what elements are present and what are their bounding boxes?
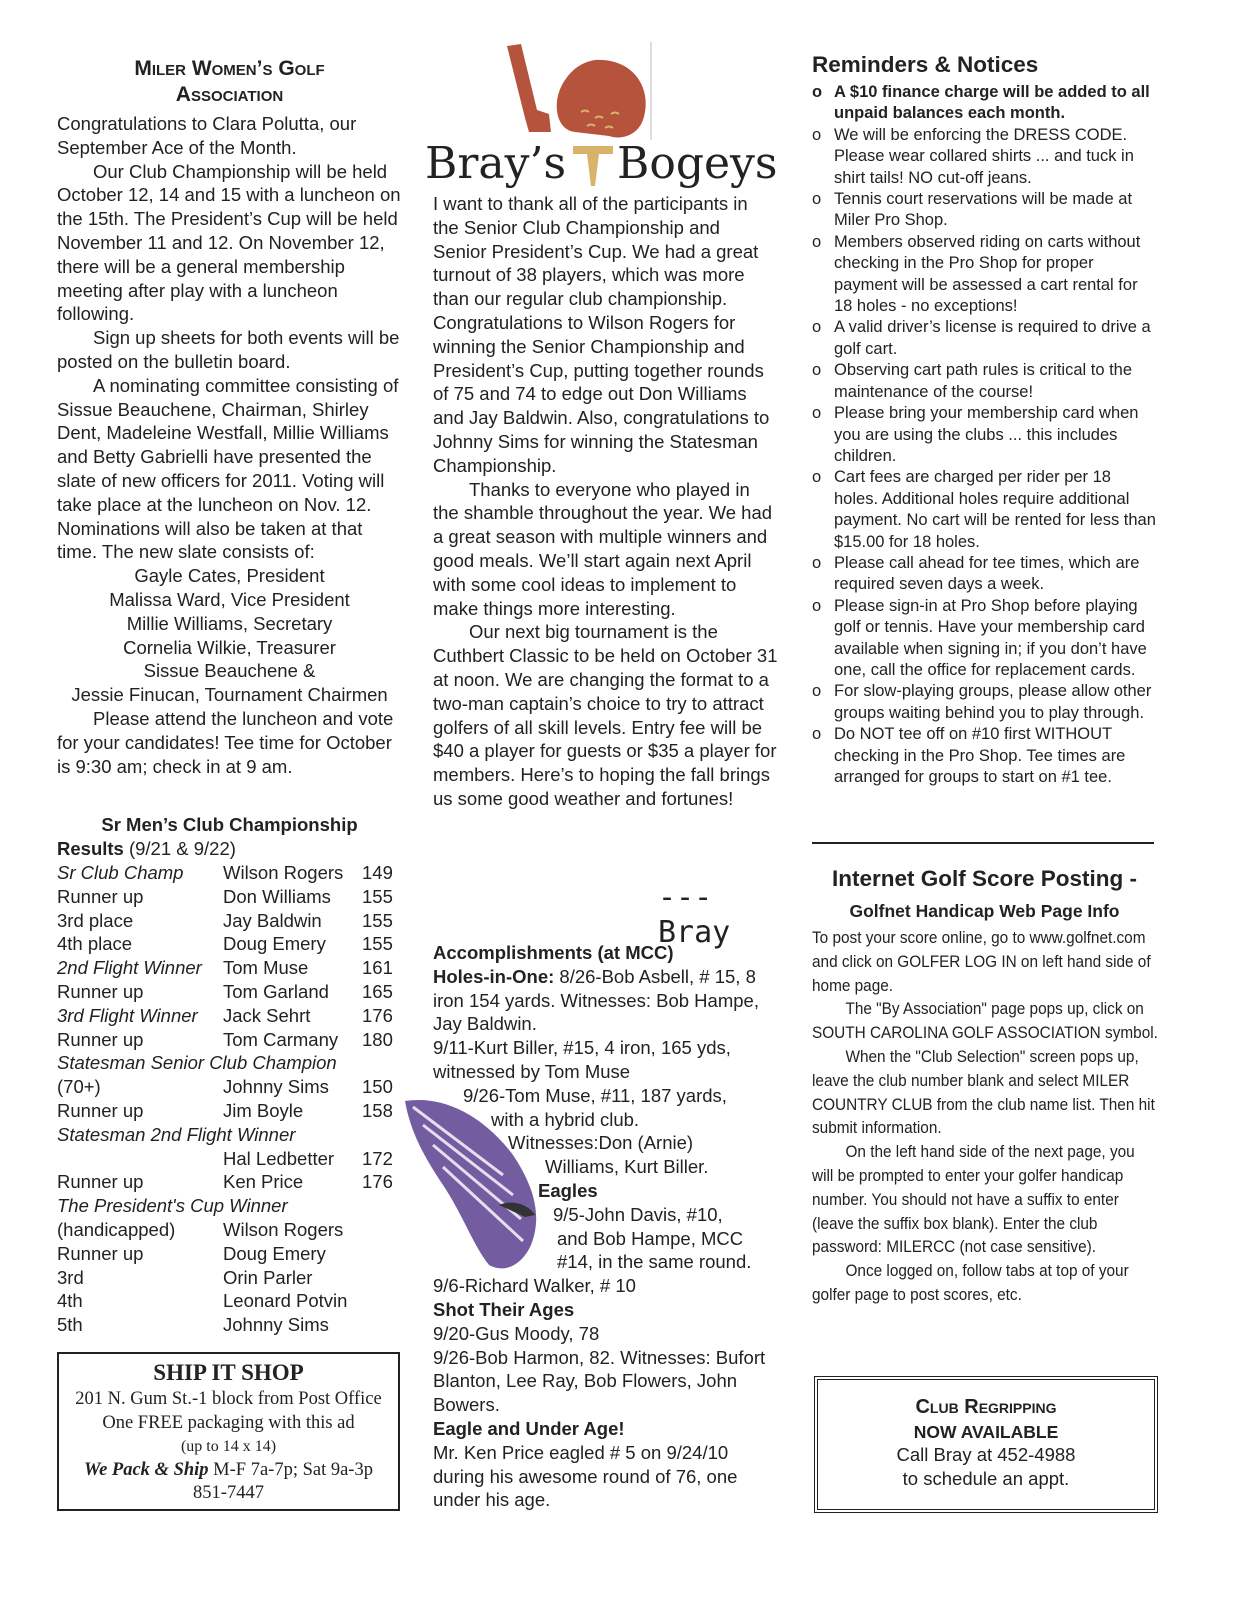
internet-paragraph: When the "Club Selection" screen pops up, leave the club number blank and select MILER COUNTRY CLUB from the club name list. Then hit submit information. <box>812 1047 1155 1138</box>
reminder-item <box>812 596 1157 682</box>
reminder-text: Observing cart path rules is critical to the maintenance of the course! <box>834 361 1133 401</box>
results-place: (handicapped) <box>57 1218 176 1240</box>
results-place: Runner up <box>57 1099 144 1121</box>
ages-entry: 9/20-Gus Moody, 78 <box>433 1322 600 1344</box>
results-row <box>57 1242 402 1266</box>
results-place: 4th <box>57 1290 83 1312</box>
reminder-text: Please call ahead for tee times, which are required seven days a week. <box>834 553 1140 594</box>
results-player: Wilson Rogers <box>223 1218 344 1240</box>
bullet-icon: o <box>812 83 823 101</box>
logo-text-left: Bray’s <box>425 138 567 189</box>
bray-paragraph: Thanks to everyone who played in the shamble throughout the year. We had a great season with multiple winners and good meals. We’ll start again next April with some cool ideas to implement to make things more interesting. <box>433 478 773 619</box>
results-row <box>57 1313 402 1337</box>
results-player: Johnny Sims <box>223 1076 329 1098</box>
reminder-text: We will be enforcing the DRESS CODE. Please wear collared shirts ... and tuck in shirt tails! NO cut-off jeans. <box>834 125 1134 187</box>
results-row <box>57 1194 402 1218</box>
results-player: Tom Carmany <box>223 1028 339 1050</box>
officer-slate <box>57 564 402 707</box>
internet-posting-subtitle: Golfnet Handicap Web Page Info <box>849 901 1120 921</box>
reminder-item <box>812 360 1157 403</box>
hio-entry: 9/11-Kurt Biller, #15, 4 iron, 165 yds, witnessed by Tom Muse <box>433 1037 731 1082</box>
under-age-label: Eagle and Under Age! <box>433 1417 625 1439</box>
bullet-icon: o <box>812 596 822 615</box>
results-score: 180 <box>362 1028 393 1050</box>
results-player: Ken Price <box>223 1171 304 1193</box>
hio-text: 8/26-Bob Asbell, # 15, 8 iron 154 yards. Witnesses: Bob Hampe, Jay Baldwin. <box>433 965 759 1035</box>
eagle-entry: 9/6-Richard Walker, # 10 <box>433 1275 636 1297</box>
results-score: 155 <box>362 909 393 931</box>
section-divider <box>812 842 1154 844</box>
bray-article <box>433 192 778 811</box>
results-row <box>57 1051 402 1075</box>
internet-paragraph: To post your score online, go to www.golfnet.com and click on GOLFER LOG IN on left hand side of home page. <box>812 929 1151 995</box>
results-score: 176 <box>362 1004 393 1026</box>
results-category: Statesman 2nd Flight Winner <box>57 1123 296 1145</box>
results-place: Runner up <box>57 980 144 1002</box>
accomplishments <box>433 941 778 1512</box>
results-place <box>57 1147 223 1171</box>
results-place: Runner up <box>57 1028 144 1050</box>
ship-hours <box>59 1459 398 1483</box>
bray-signature: ---Bray <box>658 880 731 950</box>
results-player: Orin Parler <box>223 1266 313 1288</box>
hio-entry: Witnesses:Don (Arnie) <box>508 1132 694 1154</box>
ages-entry: 9/26-Bob Harmon, 82. Witnesses: Bufort Blanton, Lee Ray, Bob Flowers, John Bowers. <box>433 1346 766 1416</box>
results-row <box>57 1147 402 1171</box>
reminders-list <box>812 82 1157 788</box>
results-category: The President's Cup Winner <box>57 1195 288 1217</box>
internet-posting-title: Internet Golf Score Posting - <box>831 866 1138 891</box>
results-score: 155 <box>362 885 393 907</box>
ship-title: SHIP IT SHOP <box>153 1360 304 1385</box>
results-row <box>57 1266 402 1290</box>
bullet-icon: o <box>812 553 822 572</box>
eagle-entry: 9/5-John Davis, #10, <box>553 1203 723 1225</box>
internet-paragraph: On the left hand side of the next page, you will be prompted to enter your golfer handicap number. You should not have a suffix to enter (leave the suffix box blank). Enter the club password: MILERCC (not case sensitive). <box>812 1143 1135 1257</box>
results-row <box>57 932 402 956</box>
results-label: Results <box>57 838 124 859</box>
results-table <box>57 861 402 1337</box>
bullet-icon: o <box>812 682 822 701</box>
reminders-title: Reminders & Notices <box>812 52 1039 77</box>
miler-womens-golf-heading <box>57 56 402 108</box>
results-player: Jim Boyle <box>223 1099 304 1121</box>
under-age-text: Mr. Ken Price eagled # 5 on 9/24/10 during his awesome round of 76, one under his age. <box>433 1441 738 1511</box>
ages-label: Shot Their Ages <box>433 1298 575 1320</box>
results-score: 149 <box>362 862 393 883</box>
reminder-item <box>812 82 1157 125</box>
regrip-title: Club Regripping <box>915 1396 1057 1418</box>
results-row <box>57 861 402 885</box>
reminder-text: Please sign-in at Pro Shop before playing golf or tennis. Have your membership card available when signing in; if you don’t have one, call the office for replacement cards. <box>834 596 1147 679</box>
slate-item: Sissue Beauchene & <box>143 660 316 682</box>
bullet-icon: o <box>812 190 822 209</box>
bullet-icon: o <box>812 725 822 744</box>
reminder-text: A valid driver’s license is required to drive a golf cart. <box>834 318 1151 358</box>
accomplishments-title: Accomplishments (at MCC) <box>433 942 674 963</box>
bray-paragraph: Our next big tournament is the Cuthbert Classic to be held on October 31 at noon. We are changing the format to a two-man captain’s choice to try to attract golfers of all skill levels. Entry fee will be $40 a player for guests or $35 a player for members. Here’s to hoping the fall brings us some good weather and fortunes! <box>433 621 778 809</box>
results-player: Johnny Sims <box>223 1314 329 1336</box>
results-player: Wilson Rogers <box>223 862 344 883</box>
results-place: 3rd Flight Winner <box>57 1004 198 1026</box>
reminder-item <box>812 232 1157 318</box>
results-player: Leonard Potvin <box>223 1290 348 1312</box>
reminder-text: Please bring your membership card when you are using the clubs ... this includes children. <box>834 404 1139 465</box>
sr-mens-results <box>57 813 402 1337</box>
results-score: 161 <box>362 957 393 979</box>
results-row <box>57 980 402 1004</box>
regrip-schedule: to schedule an appt. <box>902 1468 1070 1489</box>
miler-paragraph: Please attend the luncheon and vote for your candidates! Tee time for October is 9:30 am; check in at 9 am. <box>57 707 394 777</box>
results-place: 5th <box>57 1314 83 1336</box>
results-row <box>57 1123 402 1147</box>
results-row <box>57 1170 402 1194</box>
results-place: Runner up <box>57 885 144 907</box>
miler-article <box>57 112 402 778</box>
slate-item: Millie Williams, Secretary <box>126 612 333 634</box>
results-place: Runner up <box>57 1171 144 1193</box>
slate-item: Cornelia Wilkie, Treasurer <box>123 636 336 658</box>
bullet-icon: o <box>812 404 822 423</box>
miler-paragraph: Sign up sheets for both events will be posted on the bulletin board. <box>57 327 400 372</box>
results-row <box>57 885 402 909</box>
brays-bogeys-logo <box>425 40 780 190</box>
results-player: Don Williams <box>223 885 331 907</box>
ship-size: (up to 14 x 14) <box>180 1438 277 1455</box>
results-score <box>362 1242 402 1266</box>
golf-club-shape <box>507 44 551 132</box>
logo-text-right: Bogeys <box>617 138 778 189</box>
ship-phone: 851-7447 <box>193 1483 264 1503</box>
eagle-entry: and Bob Hampe, MCC <box>557 1227 744 1249</box>
reminder-item <box>812 553 1157 596</box>
reminder-text: Tennis court reservations will be made at Miler Pro Shop. <box>834 190 1133 230</box>
reminder-text: A $10 finance charge will be added to all unpaid balances each month. <box>834 83 1150 123</box>
results-score <box>362 1289 402 1313</box>
results-row <box>57 1028 402 1052</box>
results-player: Tom Garland <box>223 980 329 1002</box>
hio-label: Holes-in-One: <box>433 965 555 987</box>
bray-paragraph: I want to thank all of the participants in the Senior Club Championship and Senior President’s Cup. We had a great turnout of 38 players, which was more than our regular club championship. Congratulations to Wilson Rogers for winning the Senior Championship and President’s Cup, putting together rounds of 75 and 74 to edge out Don Williams and Jay Baldwin. Also, congratulations to Johnny Sims for winning the Statesman Championship. <box>433 193 770 476</box>
results-score: 158 <box>362 1099 393 1121</box>
ship-hours-text: M-F 7a-7p; Sat 9a-3p <box>208 1459 373 1480</box>
results-place: Sr Club Champ <box>57 862 184 883</box>
miler-title-line2: Association <box>175 83 284 106</box>
miler-paragraph: Our Club Championship will be held October 12, 14 and 15 with a luncheon on the 15th. The President’s Cup will be held November 11 and 12. On November 12, there will be a general membership meeting after play with a luncheon following. <box>57 160 401 325</box>
reminder-text: Members observed riding on carts without checking in the Pro Shop for proper payment will be assessed a cart rental for 18 holes - no exceptions! <box>834 232 1141 316</box>
results-dates: (9/21 & 9/22) <box>123 838 236 859</box>
results-player: Jack Sehrt <box>223 1004 311 1026</box>
results-place: Runner up <box>57 1242 144 1264</box>
results-category: Statesman Senior Club Champion <box>57 1052 337 1074</box>
miler-title-line1: Miler Women’s Golf <box>134 57 325 80</box>
results-place: 3rd <box>57 1266 84 1288</box>
results-place: (70+) <box>57 1076 101 1098</box>
eagle-entry: #14, in the same round. <box>557 1251 752 1273</box>
ship-it-shop-ad <box>57 1352 400 1511</box>
results-score: 165 <box>362 980 393 1002</box>
hio-entry: with a hybrid club. <box>491 1108 640 1130</box>
results-score <box>362 1218 402 1242</box>
hio-entry <box>433 965 778 1036</box>
results-score: 176 <box>362 1171 393 1193</box>
reminder-item <box>812 467 1157 553</box>
bullet-icon: o <box>812 318 822 337</box>
reminder-text: For slow-playing groups, please allow other groups waiting behind you to play through. <box>834 682 1152 722</box>
results-player: Tom Muse <box>223 957 309 979</box>
results-row <box>57 909 402 933</box>
bullet-icon: o <box>812 361 822 380</box>
reminder-text: Do NOT tee off on #10 first WITHOUT checking in the Pro Shop. Tee times are arranged for groups to start on #1 tee. <box>834 725 1126 786</box>
results-row <box>57 956 402 980</box>
miler-paragraph: Congratulations to Clara Polutta, our September Ace of the Month. <box>57 113 357 158</box>
results-row <box>57 1004 402 1028</box>
results-score <box>362 1313 402 1337</box>
results-player: Hal Ledbetter <box>223 1147 335 1169</box>
results-player: Doug Emery <box>223 1242 326 1264</box>
golf-ball-shape <box>557 60 646 138</box>
results-score: 155 <box>362 933 393 955</box>
slate-item: Malissa Ward, Vice President <box>109 588 350 610</box>
bullet-icon: o <box>812 468 822 487</box>
reminder-item <box>812 403 1157 467</box>
club-regripping-ad <box>814 1376 1158 1513</box>
regrip-subtitle: NOW AVAILABLE <box>913 1422 1059 1442</box>
eagles-label: Eagles <box>538 1179 598 1201</box>
results-row <box>57 1075 402 1099</box>
slate-item: Gayle Cates, President <box>134 565 325 587</box>
results-place: 3rd place <box>57 909 134 931</box>
results-place: 4th place <box>57 933 133 955</box>
reminder-item <box>812 681 1157 724</box>
reminder-item <box>812 724 1157 788</box>
results-row <box>57 1218 402 1242</box>
slate-item: Jessie Finucan, Tournament Chairmen <box>71 684 388 706</box>
reminder-item <box>812 189 1157 232</box>
ship-offer: One FREE packaging with this ad <box>102 1412 355 1433</box>
ship-slogan: We Pack & Ship <box>84 1459 209 1480</box>
hio-entry: Williams, Kurt Biller. <box>545 1156 709 1178</box>
results-title: Sr Men’s Club Championship <box>101 814 358 835</box>
reminder-item <box>812 317 1157 360</box>
ship-address: 201 N. Gum St.-1 block from Post Office <box>75 1389 382 1409</box>
results-score: 172 <box>362 1147 393 1169</box>
hio-entry: 9/26-Tom Muse, #11, 187 yards, <box>463 1084 727 1106</box>
internet-paragraph: The "By Association" page pops up, click on SOUTH CAROLINA GOLF ASSOCIATION symbol. <box>812 1000 1158 1043</box>
results-row <box>57 1099 402 1123</box>
reminder-text: Cart fees are charged per rider per 18 holes. Additional holes require additional payment. No cart will be rented for less than $15.00 for 18 holes. <box>834 468 1156 551</box>
results-place: 2nd Flight Winner <box>57 957 202 979</box>
results-player: Jay Baldwin <box>223 909 322 931</box>
internet-posting-body <box>812 927 1158 1308</box>
results-subtitle <box>57 837 402 861</box>
bullet-icon: o <box>812 232 822 251</box>
results-score: 150 <box>362 1076 393 1098</box>
tee-icon <box>573 146 613 186</box>
reminder-item <box>812 125 1157 189</box>
regrip-phone: Call Bray at 452-4988 <box>896 1444 1076 1465</box>
internet-paragraph: Once logged on, follow tabs at top of your golfer page to post scores, etc. <box>812 1262 1129 1304</box>
results-score <box>362 1266 402 1290</box>
results-row <box>57 1289 402 1313</box>
results-player: Doug Emery <box>223 933 326 955</box>
miler-paragraph: A nominating committee consisting of Sissue Beauchene, Chairman, Shirley Dent, Madeleine Westfall, Millie Williams and Betty Gabrielli have presented the slate of new officers for 2011. Voting will take place at the luncheon on Nov. 12. Nominations will also be taken at that time. The new slate consists of: <box>57 374 399 563</box>
bullet-icon: o <box>812 125 822 144</box>
